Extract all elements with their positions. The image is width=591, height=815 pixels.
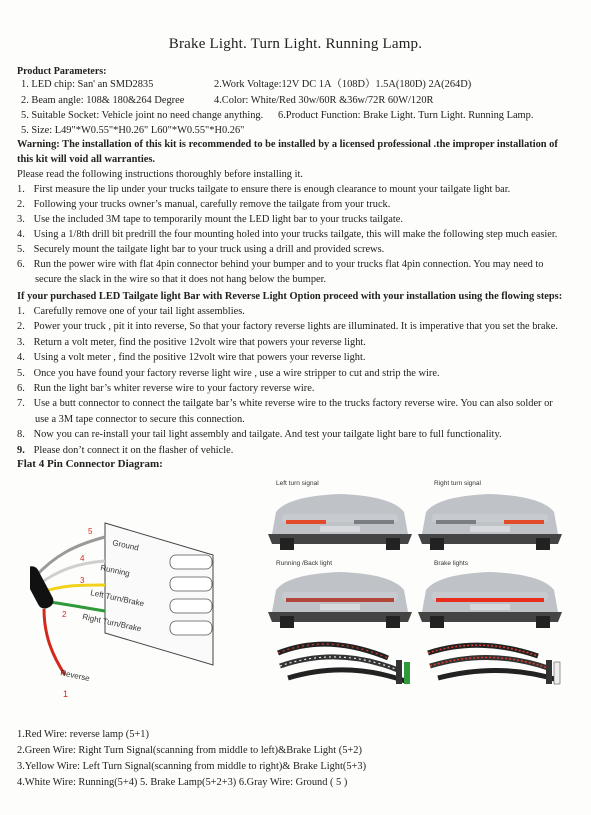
photo-label-right-turn: Right turn signal xyxy=(434,480,481,487)
wire-label-right-turn: Right Turn/Brake xyxy=(81,612,143,634)
step-number: 3. xyxy=(17,214,25,225)
photo-label-left-turn: Left turn signal xyxy=(276,480,319,487)
reverse-steps xyxy=(17,305,558,459)
param-right-3: 6.Product Function: Brake Light. Turn Light. Running Lamp. xyxy=(278,110,534,121)
param-right-1: 2.Work Voltage:12V DC 1A（108D）1.5A(180D) 2A(264D) xyxy=(214,79,472,90)
wire-number-5: 5 xyxy=(88,527,93,536)
step-number: 5. xyxy=(17,367,25,379)
warning-line-1: Warning: The installation of this kit is recommended to be installed by a licensed professional .the improper installation of xyxy=(17,139,558,150)
wire-number-4: 4 xyxy=(80,554,85,563)
step-number: 5. xyxy=(17,244,25,255)
step-item xyxy=(17,397,558,412)
step-text: Run the power wire with flat 4pin connector behind your bumper and to your trucks flat 4pin connection. You may need to xyxy=(33,259,544,270)
warning-line-2: this kit will void all warranties. xyxy=(17,154,155,165)
gray-wire xyxy=(35,537,105,577)
car-image-running xyxy=(268,568,413,630)
step-item xyxy=(17,198,557,213)
document-title: Brake Light. Turn Light. Running Lamp. xyxy=(168,36,423,52)
step-text: use a 3M tape connector to secure this connection. xyxy=(35,413,245,425)
step-item xyxy=(17,413,558,428)
step-number: 4. xyxy=(17,352,25,364)
step-number: 6. xyxy=(17,382,25,394)
step-number: 1. xyxy=(17,184,25,195)
wire-number-3: 3 xyxy=(80,576,85,585)
led-strip-image-red xyxy=(420,638,570,698)
step-text: First measure the lip under your trucks tailgate to ensure there is enough clearance to mount your tailgate light bar. xyxy=(33,184,511,195)
step-text: Following your trucks owner’s manual, carefully remove the tailgate from your truck. xyxy=(33,199,391,210)
step-text: Run the light bar’s whiter reverse wire to your factory reverse wire. xyxy=(33,382,315,394)
step-item xyxy=(17,444,558,459)
wire-legend-yellow: 3.Yellow Wire: Left Turn Signal(scanning from middle to right)& Brake Light(5+3) xyxy=(17,761,367,772)
step-text: Use a butt connector to connect the tailgate bar’s white reverse wire to the trucks factory reverse wire. You can also solder or xyxy=(33,398,553,410)
param-left-4: 5. Size: L49"*W0.55"*H0.26" L60"*W0.55"*H0.26" xyxy=(21,125,245,136)
step-item xyxy=(17,243,557,258)
step-item xyxy=(17,273,557,288)
step-number: 8. xyxy=(17,429,25,441)
step-text: Once you have found your factory reverse light wire , use a wire stripper to cut and strip the wire. xyxy=(33,367,440,379)
param-left-2: 2. Beam angle: 108& 180&264 Degree xyxy=(21,95,185,106)
step-number: 6. xyxy=(17,259,25,270)
step-item xyxy=(17,258,557,273)
step-item xyxy=(17,213,557,228)
step-item xyxy=(17,351,558,366)
step-text: Now you can re-install your tail light assembly and tailgate. And test your tailgate light bare to full functionality. xyxy=(33,429,502,441)
photo-label-running: Running /Back light xyxy=(276,560,333,567)
wire-legend-white: 4.White Wire: Running(5+4) 5. Brake Lamp(5+2+3) 6.Gray Wire: Ground ( 5 ) xyxy=(17,777,348,788)
step-item xyxy=(17,367,558,382)
param-left-1: 1. LED chip: San' an SMD2835 xyxy=(21,79,154,90)
step-text: Using a volt meter , find the positive 12volt wire that powers your reverse light. xyxy=(33,352,366,364)
step-text: secure the slack in the wire so that it does not hang below the bumper. xyxy=(35,274,327,285)
step-number: 4. xyxy=(17,229,25,240)
step-text: Return a volt meter, find the positive 12volt wire that powers your reverse light. xyxy=(33,336,366,348)
step-text: Carefully remove one of your tail light assemblies. xyxy=(33,306,245,317)
car-image-right-turn xyxy=(418,490,563,552)
step-item xyxy=(17,382,558,397)
wire-label-left-turn: Left Turn/Brake xyxy=(89,588,145,609)
step-text: Using a 1/8th drill bit predrill the four mounting holed into your trucks tailgate, this will make the following step much easier. xyxy=(33,229,558,240)
step-text: Use the included 3M tape to temporarily mount the LED light bar to your trucks tailgate. xyxy=(33,214,403,225)
intro-text: Please read the following instructions thoroughly before installing it. xyxy=(17,169,303,180)
wire-legend xyxy=(17,727,366,791)
step-text: Please don’t connect it on the flasher of vehicle. xyxy=(33,444,234,456)
step-item xyxy=(17,320,558,335)
step-item xyxy=(17,305,558,320)
params-heading: Product Parameters: xyxy=(17,66,107,77)
wire-label-ground: Ground xyxy=(111,538,140,553)
step-text: Securely mount the tailgate light bar to your truck using a drill and provided screws. xyxy=(33,244,385,255)
step-item xyxy=(17,228,557,243)
step-item xyxy=(17,183,557,198)
car-image-left-turn xyxy=(268,490,413,552)
step-item xyxy=(17,428,558,443)
step-number: 2. xyxy=(17,199,25,210)
wire-legend-green: 2.Green Wire: Right Turn Signal(scanning from middle to left)&Brake Light (5+2) xyxy=(17,745,362,756)
wire-number-2: 2 xyxy=(62,610,67,619)
install-steps xyxy=(17,183,557,288)
led-strip-image-white xyxy=(268,638,418,698)
photo-label-brake: Brake lights xyxy=(434,560,468,567)
param-left-3: 5. Suitable Socket: Vehicle joint no need change anything. xyxy=(21,110,264,121)
step-number: 2. xyxy=(17,321,25,333)
wire-number-1: 1 xyxy=(63,689,69,699)
connector-heading: Flat 4 Pin Connector Diagram: xyxy=(17,458,163,470)
car-image-brake xyxy=(418,568,563,630)
step-item xyxy=(17,336,558,351)
step-number: 9. xyxy=(17,444,25,456)
reverse-heading: If your purchased LED Tailgate light Bar with Reverse Light Option proceed with your installation using the flowing steps: xyxy=(17,291,563,302)
step-text: Power your truck , pit it into reverse, So that your factory reverse lights are illuminated. It is imperative that you set the brake. xyxy=(33,321,558,333)
step-number: 7. xyxy=(17,398,25,410)
step-number: 3. xyxy=(17,336,25,348)
param-right-2: 4.Color: White/Red 30w/60R &36w/72R 60W/120R xyxy=(214,95,434,106)
step-number: 1. xyxy=(17,306,25,317)
wire-label-running: Running xyxy=(99,563,131,579)
wire-label-reverse: Reverse xyxy=(59,668,91,684)
connector-diagram xyxy=(30,515,220,705)
wire-legend-red: 1.Red Wire: reverse lamp (5+1) xyxy=(17,729,149,740)
